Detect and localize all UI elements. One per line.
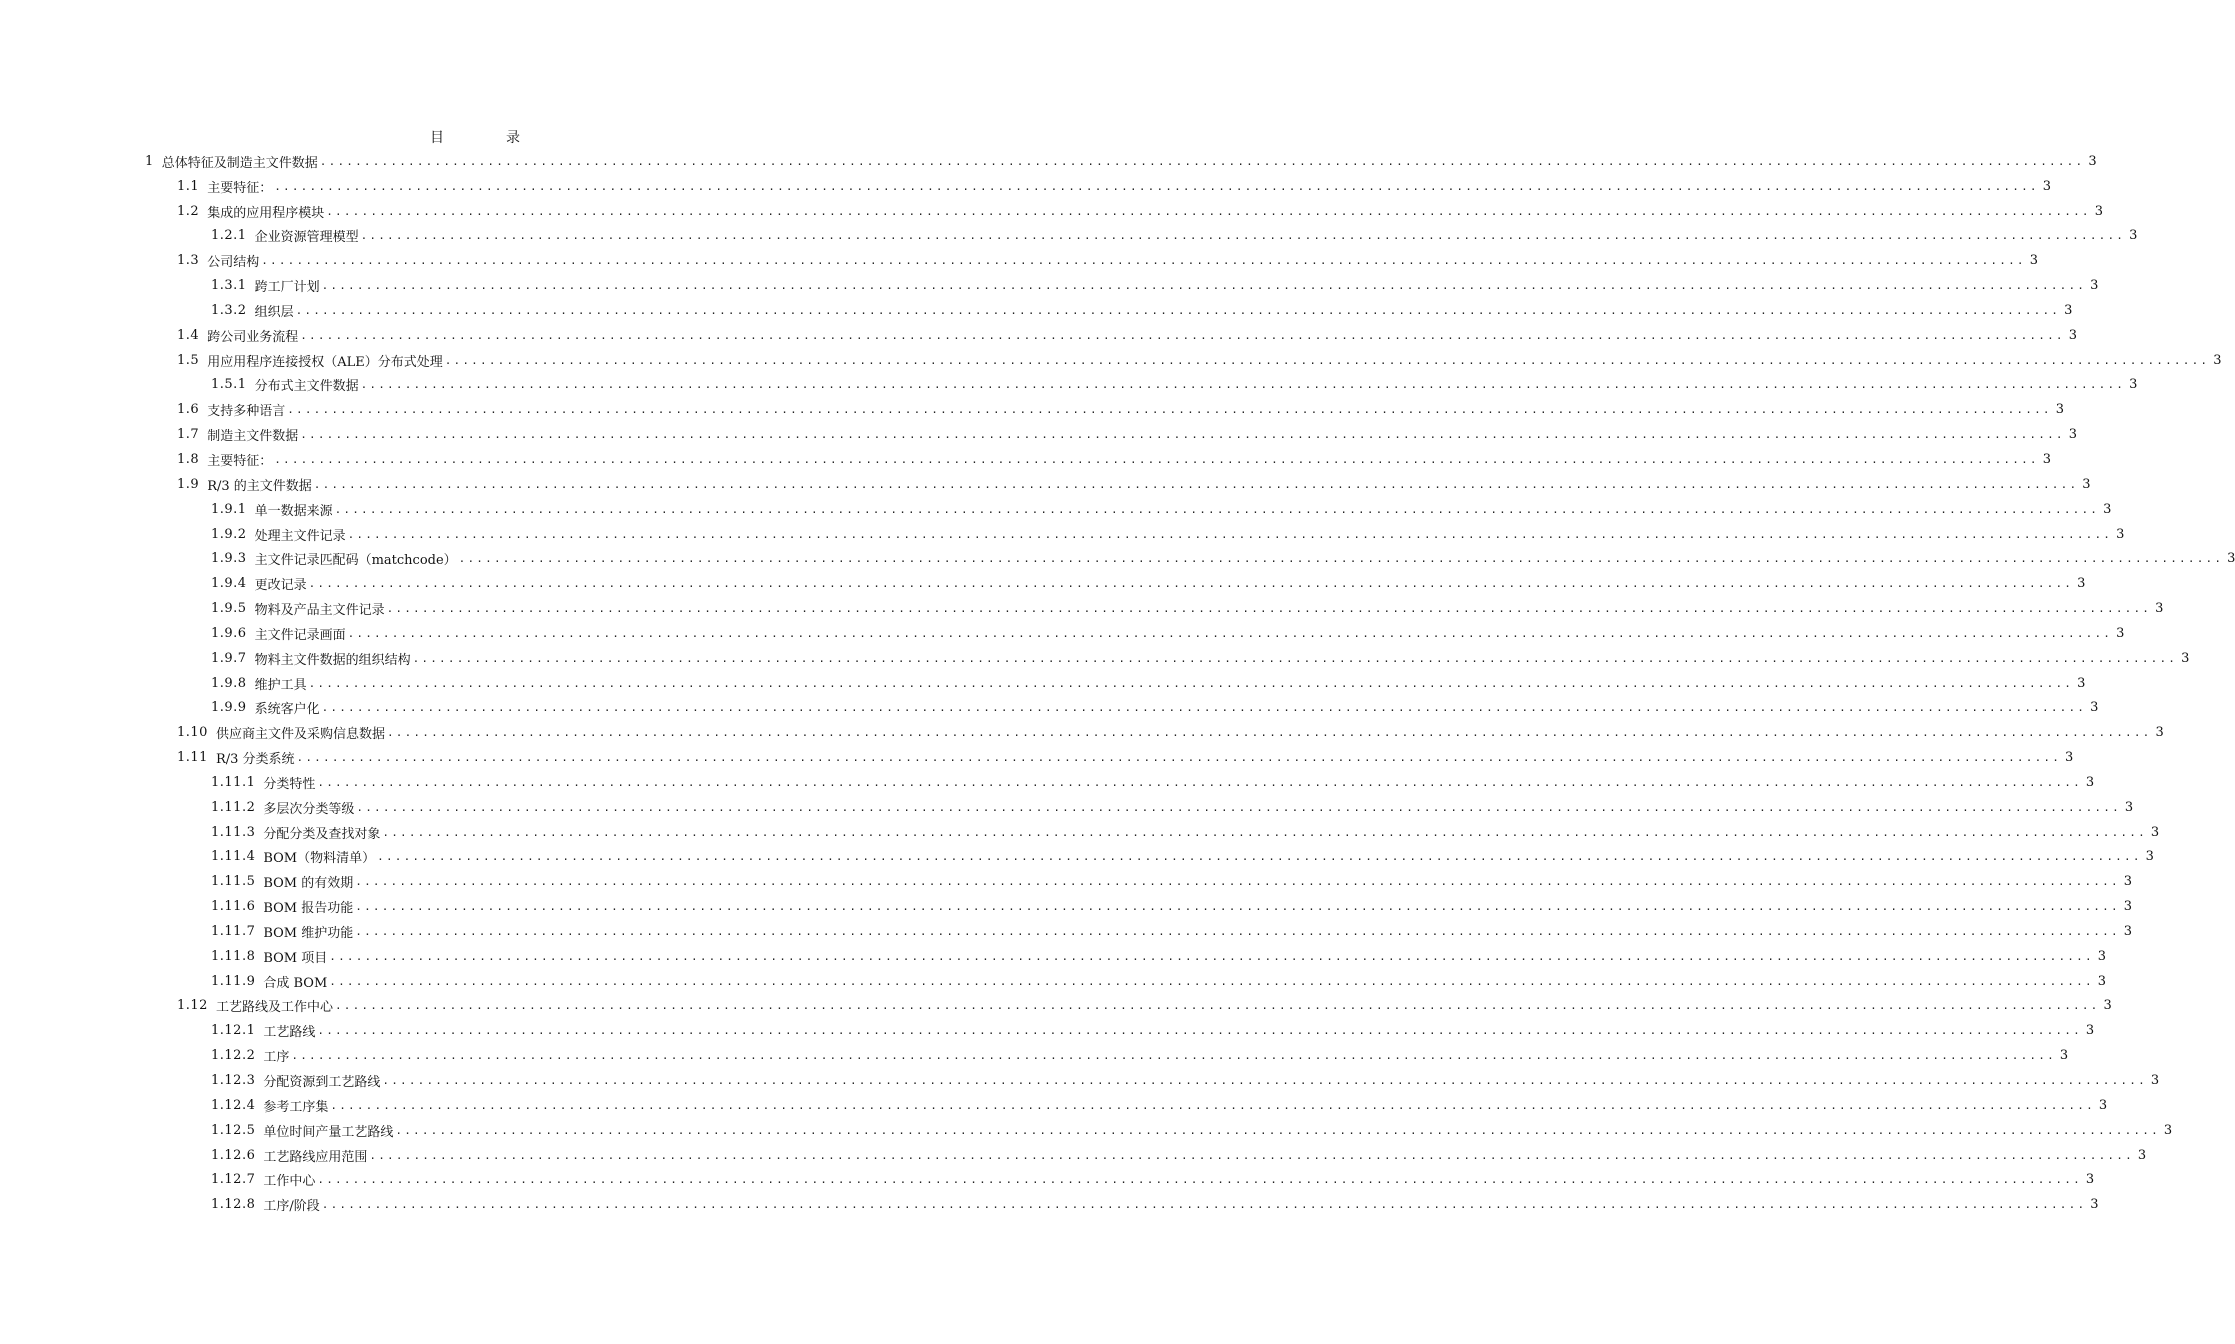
dot-leader: ........................................................................................................................................................................................................ (287, 403, 2052, 417)
dot-leader: ........................................................................................................................................................................................................ (317, 775, 2082, 789)
toc-entry-number: 1.3 (177, 253, 200, 269)
dot-leader: ........................................................................................................................................................................................................ (329, 949, 2094, 963)
dot-leader: ........................................................................................................................................................................................................ (355, 900, 2120, 914)
toc-entry-page-number: 3 (2090, 700, 2099, 716)
toc-entry[interactable] (211, 1018, 2095, 1043)
toc-entry-number: 1.12.6 (211, 1147, 256, 1163)
toc-entry[interactable] (145, 149, 2097, 174)
toc-entry-number: 1.12.5 (211, 1122, 256, 1138)
toc-entry-number: 1.11.6 (211, 899, 256, 915)
dot-leader: ........................................................................................................................................................................................................ (321, 1198, 2087, 1212)
toc-entry-number: 1.10 (177, 725, 208, 741)
toc-entry-page-number: 3 (2042, 178, 2051, 194)
toc-entry-page-number: 3 (2123, 899, 2133, 915)
toc-entry-title: 工艺路线应用范围 (263, 1149, 368, 1165)
toc-entry-page-number: 3 (2068, 427, 2077, 443)
dot-leader: ........................................................................................................................................................................................................ (412, 651, 2178, 665)
toc-entry-number: 1.9.3 (211, 551, 247, 567)
toc-entry-number: 1 (145, 153, 154, 169)
toc-entry-number: 1.11.4 (211, 849, 256, 865)
dot-leader: ........................................................................................................................................................................................................ (291, 1049, 2056, 1063)
toc-entry-number: 1.9.4 (211, 576, 247, 592)
dot-leader: ........................................................................................................................................................................................................ (334, 502, 2100, 516)
toc-entry-title: 总体特征及制造主文件数据 (161, 155, 318, 171)
toc-entry-title: 工序 (263, 1050, 290, 1066)
toc-entry-page-number: 3 (2090, 1197, 2099, 1213)
dot-leader: ........................................................................................................................................................................................................ (261, 254, 2026, 268)
toc-entry[interactable] (211, 1167, 2095, 1192)
toc-entry-title: 公司结构 (207, 255, 260, 271)
toc-entry-page-number: 3 (2213, 352, 2222, 368)
toc-entry[interactable] (211, 1043, 2069, 1068)
toc-entry-number: 1.9.9 (211, 700, 247, 716)
toc-entry-page-number: 3 (2055, 402, 2064, 418)
toc-entry-page-number: 3 (2123, 874, 2133, 890)
dot-leader: ........................................................................................................................................................................................................ (300, 328, 2065, 342)
toc-entry-title: 系统客户化 (254, 702, 320, 718)
toc-entry[interactable] (211, 1093, 2108, 1118)
toc-entry[interactable] (211, 894, 2133, 919)
toc-entry-number: 1.8 (177, 451, 200, 467)
toc-entry-page-number: 3 (2155, 601, 2164, 617)
toc-entry-number: 1.12.1 (211, 1023, 256, 1039)
toc-entry[interactable] (177, 720, 2164, 745)
toc-entry-title: 供应商主文件及采购信息数据 (215, 727, 385, 743)
toc-entry-page-number: 3 (2068, 327, 2077, 343)
toc-entry-title: BOM（物料清单） (263, 851, 376, 867)
toc-entry-number: 1.2 (177, 203, 200, 219)
toc-entry[interactable] (177, 199, 2103, 224)
toc-entry-number: 1.11.3 (211, 824, 256, 840)
toc-entry-title: 分配分类及查找对象 (263, 826, 381, 842)
dot-leader: ........................................................................................................................................................................................................ (334, 999, 2100, 1013)
dot-leader: ........................................................................................................................................................................................................ (382, 825, 2147, 839)
toc-entry[interactable] (211, 1192, 2099, 1217)
dot-leader: ........................................................................................................................................................................................................ (458, 552, 2224, 566)
toc-entry-title: 合成 BOM (263, 975, 328, 991)
dot-leader: ........................................................................................................................................................................................................ (321, 279, 2087, 293)
toc-entry-page-number: 3 (2116, 625, 2125, 641)
toc-entry-number: 1.12.3 (211, 1072, 256, 1088)
toc-entry[interactable] (211, 1068, 2160, 1093)
toc-entry-number: 1.11.8 (211, 948, 256, 964)
dot-leader: ........................................................................................................................................................................................................ (444, 353, 2210, 367)
toc-entry[interactable] (177, 994, 2112, 1019)
toc-entry[interactable] (211, 522, 2125, 547)
toc-entry[interactable] (177, 323, 2077, 348)
toc-entry-number: 1.11.2 (211, 799, 256, 815)
dot-leader: ........................................................................................................................................................................................................ (330, 1098, 2095, 1112)
toc-entry[interactable] (211, 845, 2154, 870)
toc-entry[interactable] (211, 298, 2073, 323)
toc-entry[interactable] (211, 373, 2138, 398)
toc-entry-number: 1.9.5 (211, 601, 247, 617)
toc-entry[interactable] (177, 472, 2091, 497)
dot-leader: ........................................................................................................................................................................................................ (360, 378, 2126, 392)
toc-entry-title: BOM 项目 (263, 950, 328, 966)
toc-entry-page-number: 3 (2123, 923, 2133, 939)
dot-leader: ........................................................................................................................................................................................................ (395, 1123, 2160, 1137)
toc-entry-page-number: 3 (2103, 501, 2112, 517)
page-title: 目录 (430, 130, 582, 146)
toc-entry[interactable] (177, 248, 2038, 273)
dot-leader: ........................................................................................................................................................................................................ (356, 800, 2121, 814)
toc-entry-number: 1.3.2 (211, 302, 247, 318)
toc-entry-title: 更改记录 (254, 578, 307, 594)
toc-entry-page-number: 3 (2097, 973, 2107, 989)
toc-entry[interactable] (211, 224, 2138, 249)
toc-entry-title: BOM 报告功能 (263, 901, 354, 917)
toc-entry-page-number: 3 (2150, 824, 2160, 840)
toc-entry-number: 1.12.2 (211, 1048, 256, 1064)
toc-entry[interactable] (211, 820, 2160, 845)
dot-leader: ........................................................................................................................................................................................................ (317, 1024, 2082, 1038)
dot-leader: ........................................................................................................................................................................................................ (296, 751, 2062, 765)
toc-entry-title: 维护工具 (254, 677, 307, 693)
toc-entry-page-number: 3 (2065, 750, 2074, 766)
dot-leader: ........................................................................................................................................................................................................ (329, 974, 2094, 988)
toc-entry-title: BOM 维护功能 (263, 925, 354, 941)
toc-entry-number: 1.4 (177, 327, 200, 343)
toc-entry[interactable] (177, 447, 2051, 472)
toc-entry-title: 分布式主文件数据 (254, 379, 359, 395)
toc-entry[interactable] (177, 348, 2222, 373)
toc-entry-title: 主要特征： (207, 453, 273, 469)
toc-entry-number: 1.2.1 (211, 228, 247, 244)
toc-entry-number: 1.9.6 (211, 625, 247, 641)
toc-entry-title: 参考工序集 (263, 1099, 329, 1115)
toc-entry-number: 1.12.8 (211, 1197, 256, 1213)
dot-leader: ........................................................................................................................................................................................................ (274, 452, 2039, 466)
toc-entry-title: 组织层 (254, 304, 294, 320)
toc-entry-number: 1.12.7 (211, 1172, 256, 1188)
toc-entry-title: 企业资源管理模型 (254, 230, 359, 246)
toc-entry[interactable] (211, 1118, 2173, 1143)
dot-leader: ........................................................................................................................................................................................................ (386, 602, 2152, 616)
toc-entry-title: 单位时间产量工艺路线 (263, 1124, 394, 1140)
toc-entry[interactable] (211, 795, 2134, 820)
toc-entry-page-number: 3 (2077, 675, 2086, 691)
toc-entry[interactable] (211, 770, 2095, 795)
toc-entry[interactable] (211, 646, 2190, 671)
dot-leader: ........................................................................................................................................................................................................ (326, 204, 2091, 218)
toc-entry[interactable] (177, 174, 2051, 199)
toc-entry-title: 制造主文件数据 (207, 429, 299, 445)
toc-entry-page-number: 3 (2227, 551, 2235, 567)
toc-entry[interactable] (211, 671, 2086, 696)
toc-entry-page-number: 3 (2088, 153, 2097, 169)
toc-entry-number: 1.3.1 (211, 278, 247, 294)
toc-entry-page-number: 3 (2097, 948, 2107, 964)
toc-entry[interactable] (177, 397, 2064, 422)
toc-entry[interactable] (211, 969, 2107, 994)
toc-entry[interactable] (177, 422, 2077, 447)
toc-entry[interactable] (211, 596, 2164, 621)
toc-entry-number: 1.11 (177, 750, 208, 766)
toc-entry-number: 1.1 (177, 178, 200, 194)
dot-leader: ........................................................................................................................................................................................................ (295, 303, 2061, 317)
dot-leader: ........................................................................................................................................................................................................ (355, 875, 2120, 889)
toc-entry-page-number: 3 (2085, 1023, 2095, 1039)
toc-entry-title: 多层次分类等级 (263, 801, 355, 817)
toc-entry[interactable] (211, 1143, 2147, 1168)
toc-entry-page-number: 3 (2145, 849, 2154, 865)
toc-entry-title: 跨公司业务流程 (207, 329, 299, 345)
toc-entry-page-number: 3 (2116, 526, 2125, 542)
toc-entry-page-number: 3 (2082, 476, 2091, 492)
toc-entry-page-number: 3 (2077, 576, 2086, 592)
toc-entry-title: 工作中心 (263, 1174, 316, 1190)
toc-entry-title: 支持多种语言 (207, 404, 286, 420)
toc-entry-title: 分类特性 (263, 776, 316, 792)
dot-leader: ........................................................................................................................................................................................................ (360, 229, 2126, 243)
toc-entry-page-number: 3 (2098, 1097, 2108, 1113)
toc-entry-number: 1.6 (177, 402, 200, 418)
toc-entry-title: 工序/阶段 (263, 1199, 320, 1215)
toc-entry-number: 1.5.1 (211, 377, 247, 393)
toc-entry-title: BOM 的有效期 (263, 876, 354, 892)
toc-entry[interactable] (211, 273, 2099, 298)
dot-leader: ........................................................................................................................................................................................................ (313, 477, 2079, 491)
toc-entry-page-number: 3 (2129, 377, 2138, 393)
dot-leader: ........................................................................................................................................................................................................ (369, 1148, 2134, 1162)
toc-entry-title: R/3 分类系统 (215, 752, 295, 768)
toc-entry-number: 1.9.7 (211, 650, 247, 666)
toc-entry-page-number: 3 (2085, 774, 2095, 790)
toc-entry-number: 1.5 (177, 352, 200, 368)
toc-entry-number: 1.12 (177, 998, 208, 1014)
toc-entry-page-number: 3 (2137, 1147, 2147, 1163)
toc-entry-title: 物料及产品主文件记录 (254, 603, 385, 619)
dot-leader: ........................................................................................................................................................................................................ (386, 726, 2152, 740)
dot-leader: ........................................................................................................................................................................................................ (317, 1173, 2082, 1187)
toc-entry[interactable] (211, 869, 2133, 894)
dot-leader: ........................................................................................................................................................................................................ (308, 577, 2074, 591)
toc-entry-page-number: 3 (2094, 203, 2103, 219)
dot-leader: ........................................................................................................................................................................................................ (300, 428, 2065, 442)
toc-entry-page-number: 3 (2064, 302, 2073, 318)
dot-leader: ........................................................................................................................................................................................................ (319, 154, 2085, 168)
toc-entry-page-number: 3 (2085, 1172, 2095, 1188)
dot-leader: ........................................................................................................................................................................................................ (274, 179, 2039, 193)
toc-entry-page-number: 3 (2042, 451, 2051, 467)
toc-entry-title: R/3 的主文件数据 (207, 478, 312, 494)
toc-entry[interactable] (211, 497, 2112, 522)
toc-entry-number: 1.11.7 (211, 923, 256, 939)
toc-entry-number: 1.11.5 (211, 874, 256, 890)
toc-entry[interactable] (211, 944, 2107, 969)
toc-entry[interactable] (211, 695, 2099, 720)
toc-entry[interactable] (211, 919, 2133, 944)
toc-entry-title: 跨工厂计划 (254, 280, 320, 296)
toc-entry-title: 工艺路线 (263, 1025, 316, 1041)
toc-entry-page-number: 3 (2155, 725, 2164, 741)
toc-entry-title: 单一数据来源 (254, 503, 333, 519)
toc-entry-page-number: 3 (2163, 1122, 2173, 1138)
toc-entry-page-number: 3 (2059, 1048, 2069, 1064)
toc-entry[interactable] (211, 621, 2125, 646)
dot-leader: ........................................................................................................................................................................................................ (382, 1073, 2147, 1087)
toc-entry-page-number: 3 (2150, 1072, 2160, 1088)
toc-entry-page-number: 3 (2181, 650, 2190, 666)
dot-leader: ........................................................................................................................................................................................................ (347, 527, 2113, 541)
toc-entry-number: 1.9 (177, 476, 200, 492)
toc-entry-title: 集成的应用程序模块 (207, 205, 325, 221)
toc-entry-number: 1.11.1 (211, 774, 256, 790)
toc-entry-page-number: 3 (2090, 278, 2099, 294)
toc-entry-title: 工艺路线及工作中心 (215, 1000, 333, 1016)
dot-leader: ........................................................................................................................................................................................................ (377, 850, 2142, 864)
toc-entry-number: 1.11.9 (211, 973, 256, 989)
toc-entry-title: 物料主文件数据的组织结构 (254, 652, 411, 668)
toc-entry-page-number: 3 (2124, 799, 2134, 815)
toc-entry[interactable] (211, 571, 2086, 596)
toc-entry-title: 主文件记录匹配码（matchcode） (254, 553, 457, 569)
dot-leader: ........................................................................................................................................................................................................ (321, 701, 2087, 715)
toc-entry-number: 1.12.4 (211, 1097, 256, 1113)
dot-leader: ........................................................................................................................................................................................................ (355, 924, 2120, 938)
toc-entry-number: 1.9.1 (211, 501, 247, 517)
toc-entry-number: 1.9.8 (211, 675, 247, 691)
toc-entry-title: 主文件记录画面 (254, 627, 346, 643)
toc-entry-title: 用应用程序连接授权（ALE）分布式处理 (207, 354, 443, 370)
toc-entry-title: 分配资源到工艺路线 (263, 1074, 381, 1090)
dot-leader: ........................................................................................................................................................................................................ (347, 626, 2113, 640)
toc-entry-page-number: 3 (2129, 228, 2138, 244)
toc-entry-title: 主要特征： (207, 180, 273, 196)
toc-entry[interactable] (211, 546, 2235, 571)
toc-entry[interactable] (177, 745, 2074, 770)
toc-entry-number: 1.9.2 (211, 526, 247, 542)
dot-leader: ........................................................................................................................................................................................................ (308, 676, 2074, 690)
toc-entry-page-number: 3 (2103, 998, 2112, 1014)
toc-entry-title: 处理主文件记录 (254, 528, 346, 544)
toc-entry-page-number: 3 (2029, 253, 2038, 269)
toc-entry-number: 1.7 (177, 427, 200, 443)
